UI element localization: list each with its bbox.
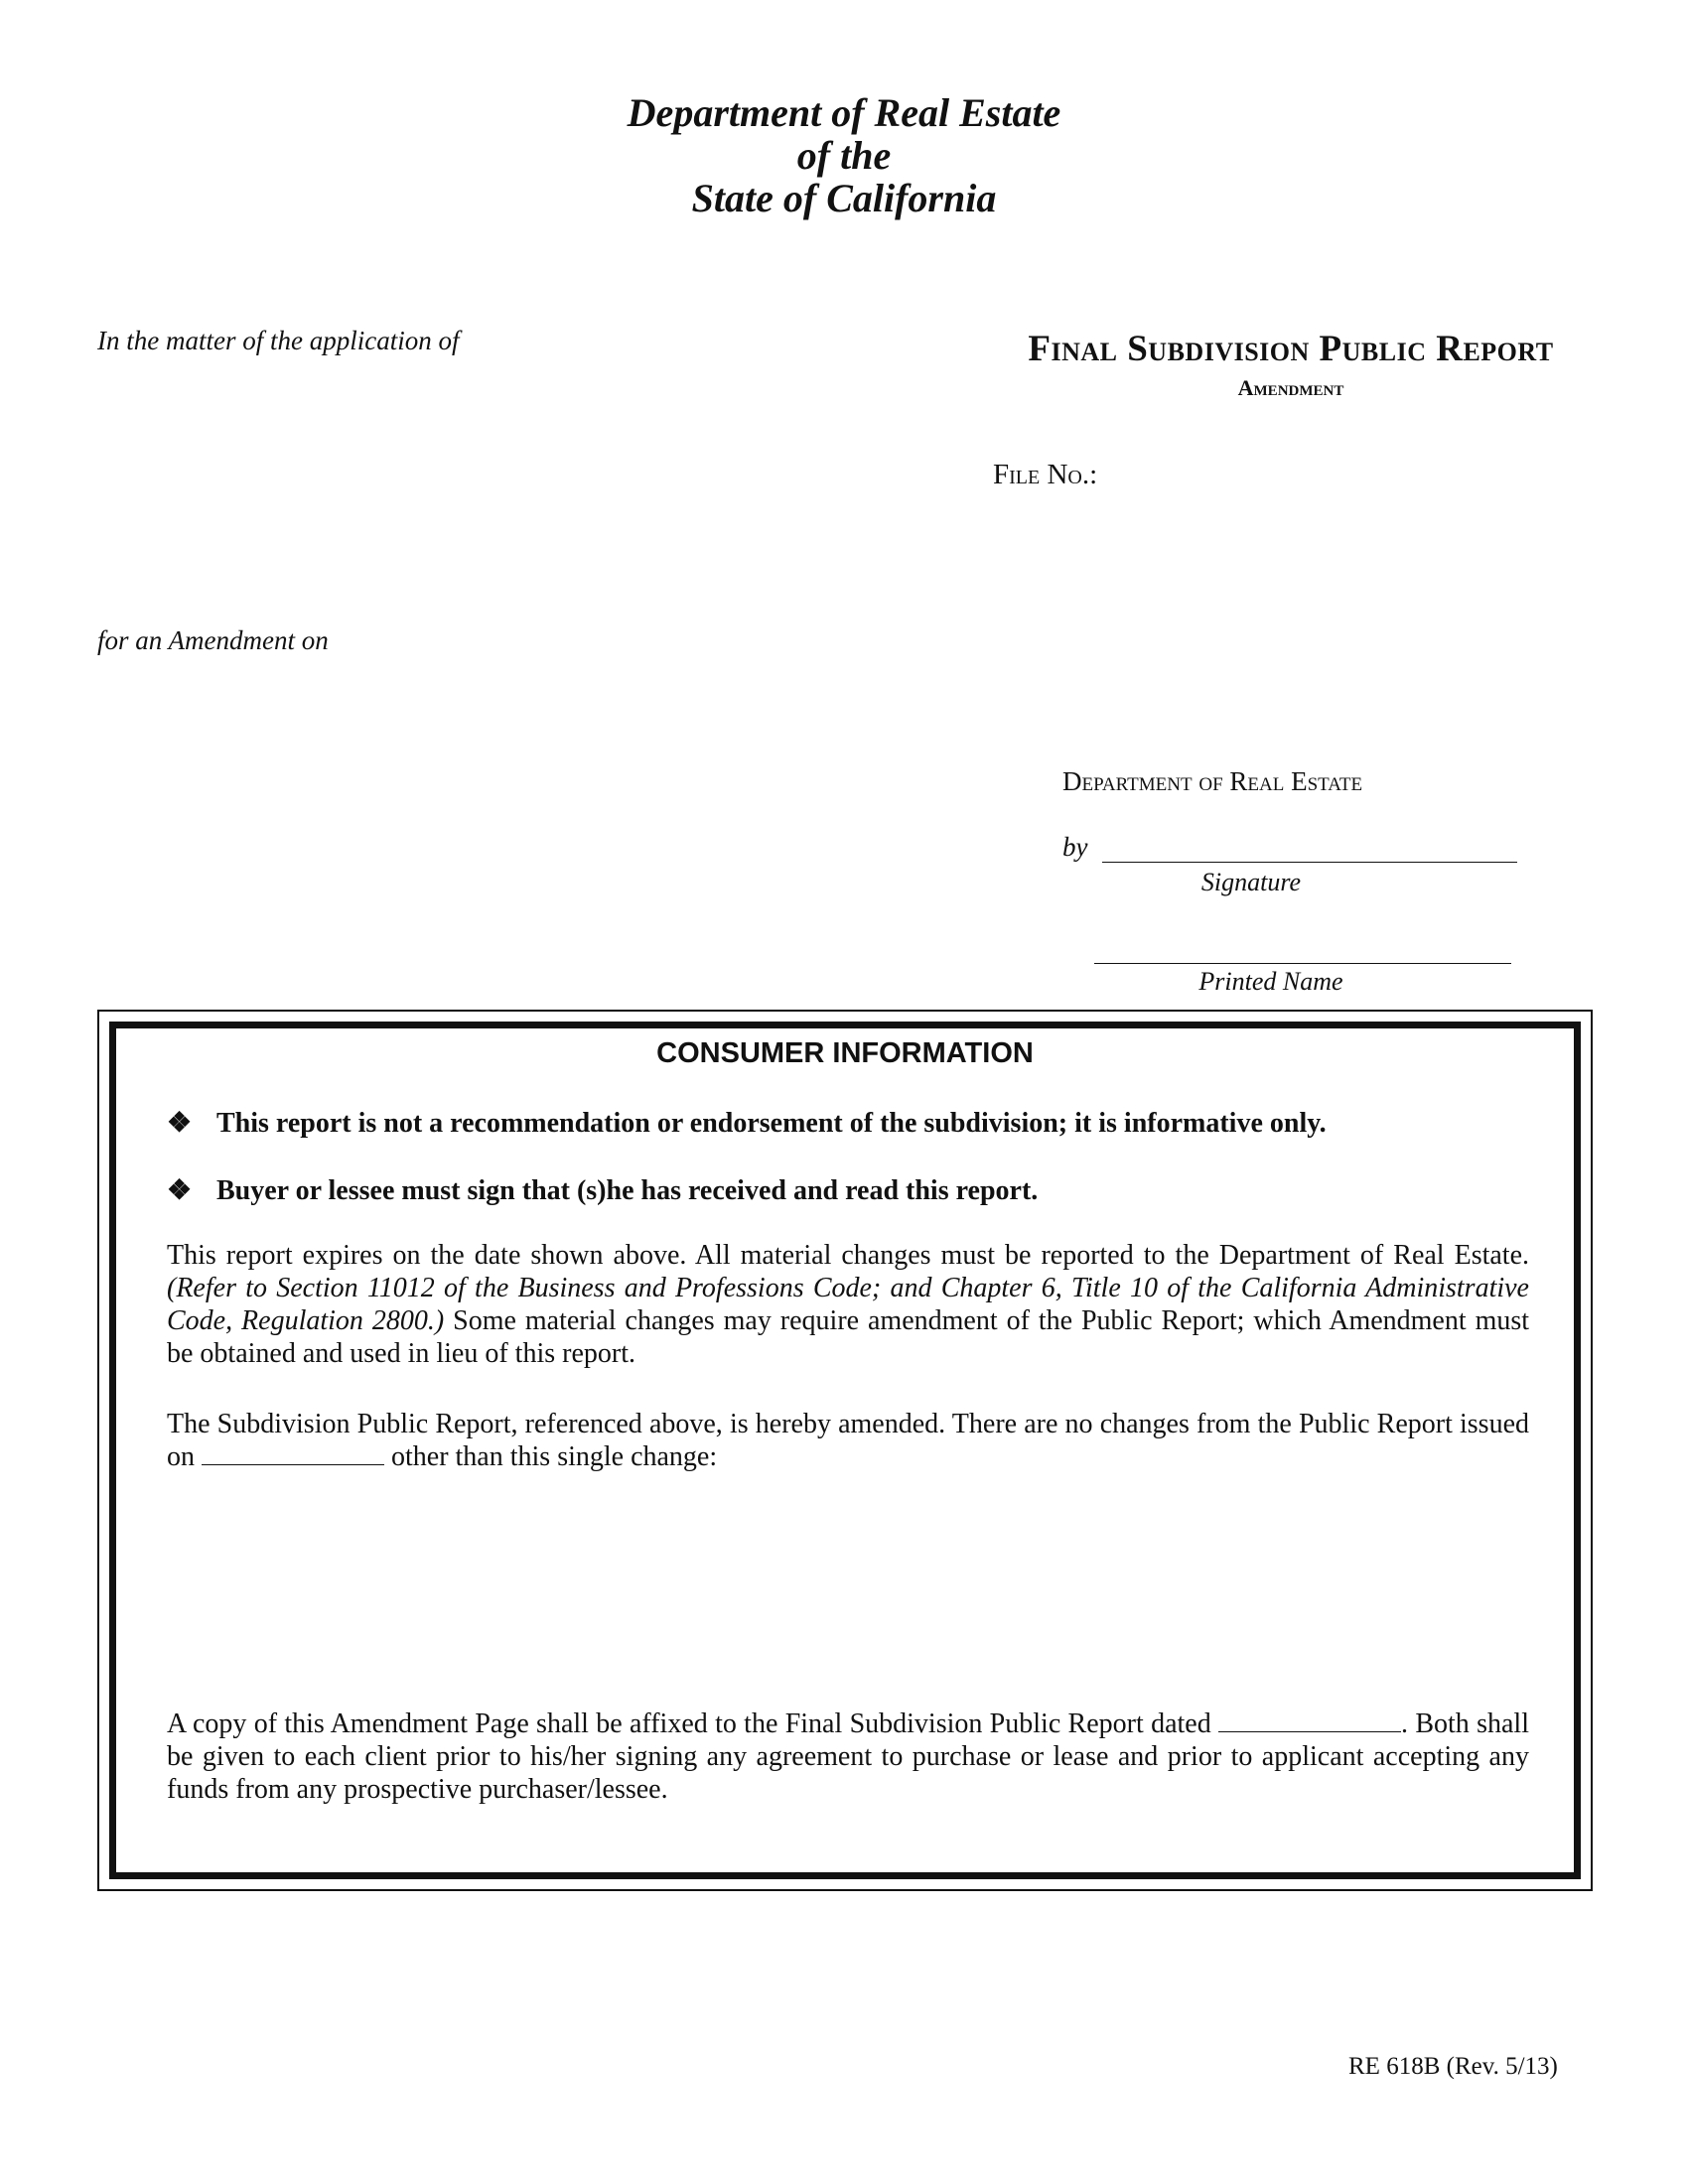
bullet-text: This report is not a recommendation or endorsement of the subdivision; it is informative only. — [216, 1108, 1327, 1139]
page-header — [0, 91, 1688, 219]
affix-paragraph — [167, 1707, 1529, 1806]
bullet-text: Buyer or lessee must sign that (s)he has received and read this report. — [216, 1175, 1039, 1206]
consumer-bullet — [167, 1173, 1038, 1207]
amendment-on-label: for an Amendment on — [97, 625, 329, 655]
consumer-bullet — [167, 1106, 1327, 1140]
expiry-paragraph — [167, 1239, 1529, 1370]
diamond-bullet-icon: ❖ — [167, 1108, 193, 1139]
signature-label: Signature — [1200, 868, 1302, 896]
consumer-info-title: CONSUMER INFORMATION — [656, 1037, 1034, 1069]
amendment-paragraph — [167, 1408, 1529, 1473]
printed-name-label: Printed Name — [1198, 967, 1343, 996]
report-subtitle: Amendment — [1237, 375, 1344, 400]
header-line-1: Department of Real Estate — [627, 90, 1061, 135]
header-line-3: State of California — [691, 176, 997, 220]
department-label: Department of Real Estate — [1062, 766, 1363, 796]
signature-line[interactable] — [1102, 862, 1517, 863]
amendment-text-end: other than this single change: — [391, 1441, 718, 1472]
amendment-text-start: The Subdivision Public Report, referenced above, is hereby amended. There are no changes from the Public Report issued on — [167, 1409, 1529, 1472]
diamond-bullet-icon: ❖ — [167, 1175, 193, 1206]
report-dated-blank[interactable] — [1218, 1707, 1401, 1732]
affix-text-start: A copy of this Amendment Page shall be affixed to the Final Subdivision Public Report dated — [167, 1708, 1211, 1739]
expiry-text-reference: (Refer to Section 11012 of the Business and Professions Code; and Chapter 6, Title 10 of the California Administrative Code, Regulation 2800.) — [167, 1273, 1529, 1336]
affix-text-end: . Both shall be given to each client prior to his/her signing any agreement to purchase or lease and prior to applicant accepting any funds from any prospective purchaser/lessee. — [167, 1708, 1529, 1805]
matter-of-application-label: In the matter of the application of — [97, 326, 460, 355]
form-number: RE 618B (Rev. 5/13) — [1348, 2053, 1558, 2080]
expiry-text-end: Some material changes may require amendment of the Public Report; which Amendment must be obtained and used in lieu of this report. — [167, 1305, 1530, 1369]
file-number-label: File No.: — [993, 459, 1098, 490]
issued-on-date-blank[interactable] — [202, 1440, 384, 1465]
header-line-2: of the — [796, 133, 892, 178]
report-title: Final Subdivision Public Report — [1028, 329, 1554, 369]
by-label: by — [1062, 832, 1088, 862]
printed-name-line[interactable] — [1094, 963, 1511, 964]
expiry-text-start: This report expires on the date shown above. All material changes must be reported to the Department of Real Estate. — [167, 1240, 1529, 1271]
